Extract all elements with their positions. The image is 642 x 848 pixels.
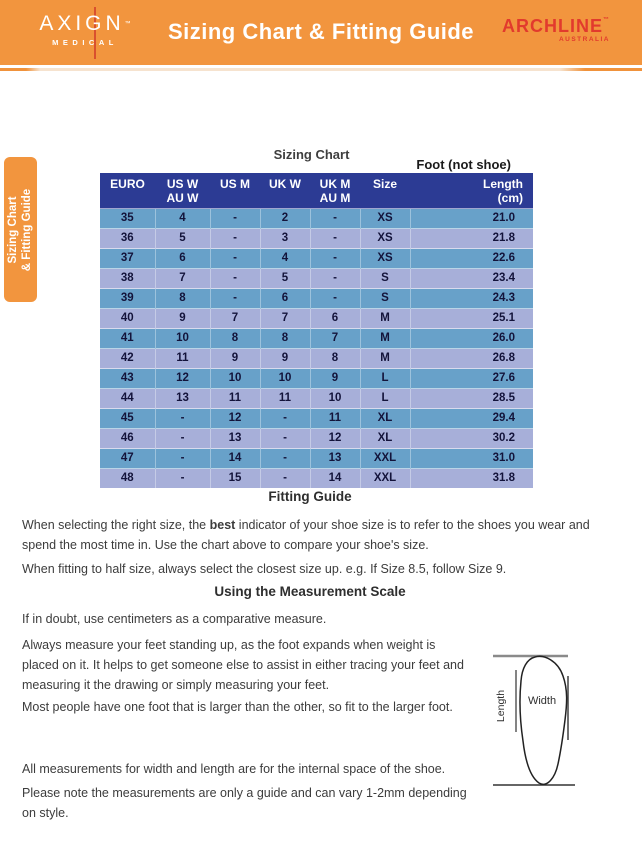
table-row [100,349,533,369]
fitting-guide-paragraph-1: When selecting the right size, the best indicator of your shoe size is to refer to the shoes you wear and spend the most time in. Use the chart above to compare your shoe's size. [22,518,590,552]
table-cell: 10 [310,389,360,409]
table-cell: 30.2 [410,429,533,449]
table-cell: M [360,309,410,329]
table-cell: - [260,409,310,429]
header-bar [0,0,642,65]
page-title: Sizing Chart & Fitting Guide [167,19,475,44]
table-cell: S [360,289,410,309]
trademark-symbol: ™ [124,21,131,27]
column-header: Length (cm) [410,173,533,209]
sizing-table-body [100,209,533,489]
table-cell: 45 [100,409,155,429]
table-cell: 6 [260,289,310,309]
table-cell: XS [360,249,410,269]
table-cell: 12 [310,429,360,449]
column-header: UK M AU M [310,173,360,209]
table-cell: 6 [155,249,210,269]
column-header: US M [210,173,260,209]
table-cell: - [310,289,360,309]
table-cell: 14 [310,469,360,489]
side-tab-label: Sizing Chart & Fitting Guide [7,188,34,271]
table-cell: 25.1 [410,309,533,329]
table-row [100,249,533,269]
table-cell: - [260,429,310,449]
table-cell: - [155,429,210,449]
table-cell: 37 [100,249,155,269]
table-cell: - [310,269,360,289]
measurement-paragraph-3: Most people have one foot that is larger than the other, so fit to the larger foot. [22,700,453,714]
table-cell: 11 [260,389,310,409]
table-cell: S [360,269,410,289]
table-cell: - [310,229,360,249]
table-cell: 38 [100,269,155,289]
foot-outline-icon [520,656,567,784]
fitting-guide-heading: Fitting Guide [268,489,352,504]
table-row [100,269,533,289]
archline-logo [502,17,610,44]
column-header: Size [360,173,410,209]
table-cell: 11 [210,389,260,409]
table-cell: 13 [210,429,260,449]
table-cell: 31.0 [410,449,533,469]
table-cell: - [210,209,260,229]
table-row [100,469,533,489]
table-header-row [100,173,533,209]
table-cell: - [210,269,260,289]
table-cell: 42 [100,349,155,369]
axign-logo-name: AXIGN™ [39,12,131,35]
measurement-paragraph-2: Always measure your feet standing up, as the foot expands when weight is placed on it. It helps to get someone else to assist in either tracing your feet and measuring it the drawing or simply measuring your feet. [22,638,464,692]
table-row [100,449,533,469]
table-cell: 9 [210,349,260,369]
table-row [100,409,533,429]
table-row [100,229,533,249]
table-cell: 11 [155,349,210,369]
table-cell: XXL [360,449,410,469]
table-cell: 6 [310,309,360,329]
table-row [100,369,533,389]
side-tab-sizing-chart [4,157,37,302]
width-label: Width [527,695,557,707]
table-cell: XL [360,409,410,429]
table-row [100,429,533,449]
table-row [100,309,533,329]
table-cell: 23.4 [410,269,533,289]
table-cell: - [210,249,260,269]
table-cell: 7 [310,329,360,349]
table-cell: 8 [210,329,260,349]
table-cell: - [260,469,310,489]
trademark-symbol: ™ [603,17,610,23]
archline-logo-name: ARCHLINE™ [502,16,610,36]
column-header: US W AU W [155,173,210,209]
foot-not-shoe-label: Foot (not shoe) [416,157,511,172]
sizing-table [100,173,533,488]
table-cell: 43 [100,369,155,389]
table-row [100,329,533,349]
table-cell: 12 [155,369,210,389]
table-cell: 36 [100,229,155,249]
table-cell: M [360,349,410,369]
table-cell: 2 [260,209,310,229]
table-cell: 8 [155,289,210,309]
table-cell: 21.0 [410,209,533,229]
column-header: EURO [100,173,155,209]
table-cell: L [360,389,410,409]
table-cell: 10 [155,329,210,349]
table-cell: 5 [155,229,210,249]
measurement-scale-heading: Using the Measurement Scale [214,584,406,599]
table-cell: 9 [310,369,360,389]
table-cell: 9 [155,309,210,329]
table-cell: 31.8 [410,469,533,489]
measurement-paragraph-5: Please note the measurements are only a guide and can vary 1-2mm depending on style. [22,786,467,820]
table-cell: 13 [310,449,360,469]
table-cell: 14 [210,449,260,469]
table-cell: XS [360,229,410,249]
table-cell: M [360,329,410,349]
table-cell: XL [360,429,410,449]
table-cell: 26.8 [410,349,533,369]
table-cell: 35 [100,209,155,229]
table-cell: 4 [155,209,210,229]
table-cell: 48 [100,469,155,489]
bold-word: best [209,518,236,532]
header-divider-line [0,68,642,71]
table-row [100,289,533,309]
archline-logo-subtitle: AUSTRALIA [558,36,610,43]
table-cell: 10 [260,369,310,389]
table-cell: 8 [310,349,360,369]
table-cell: L [360,369,410,389]
table-cell: 27.6 [410,369,533,389]
table-cell: - [210,229,260,249]
sizing-table-head [100,173,533,209]
table-cell: XS [360,209,410,229]
table-cell: XXL [360,469,410,489]
table-cell: 11 [310,409,360,429]
axign-logo-subtitle: MEDICAL [52,38,118,47]
table-cell: - [155,469,210,489]
table-cell: 3 [260,229,310,249]
table-cell: - [210,289,260,309]
table-cell: 5 [260,269,310,289]
table-cell: 26.0 [410,329,533,349]
table-cell: 8 [260,329,310,349]
table-cell: 28.5 [410,389,533,409]
measurement-paragraph-4: All measurements for width and length are for the internal space of the shoe. [22,762,446,776]
table-cell: 4 [260,249,310,269]
table-cell: 46 [100,429,155,449]
column-header: UK W [260,173,310,209]
table-cell: 7 [210,309,260,329]
table-cell: 12 [210,409,260,429]
table-cell: 40 [100,309,155,329]
table-cell: - [310,209,360,229]
table-cell: 13 [155,389,210,409]
table-cell: 24.3 [410,289,533,309]
table-cell: 9 [260,349,310,369]
length-label: Length [495,689,507,723]
table-row [100,209,533,229]
table-cell: 47 [100,449,155,469]
table-cell: 44 [100,389,155,409]
table-cell: - [310,249,360,269]
fitting-guide-paragraph-2: When fitting to half size, always select the closest size up. e.g. If Size 8.5, follow Size 9. [22,562,507,576]
table-cell: 10 [210,369,260,389]
table-cell: - [155,409,210,429]
table-row [100,389,533,409]
table-cell: 29.4 [410,409,533,429]
table-cell: 21.8 [410,229,533,249]
table-cell: 7 [260,309,310,329]
measurement-paragraph-1: If in doubt, use centimeters as a comparative measure. [22,612,327,626]
table-cell: 39 [100,289,155,309]
sizing-chart-title: Sizing Chart [273,147,350,162]
table-cell: 7 [155,269,210,289]
table-cell: 22.6 [410,249,533,269]
table-cell: - [155,449,210,469]
table-cell: 15 [210,469,260,489]
table-cell: 41 [100,329,155,349]
foot-measurement-diagram [488,646,588,798]
table-cell: - [260,449,310,469]
